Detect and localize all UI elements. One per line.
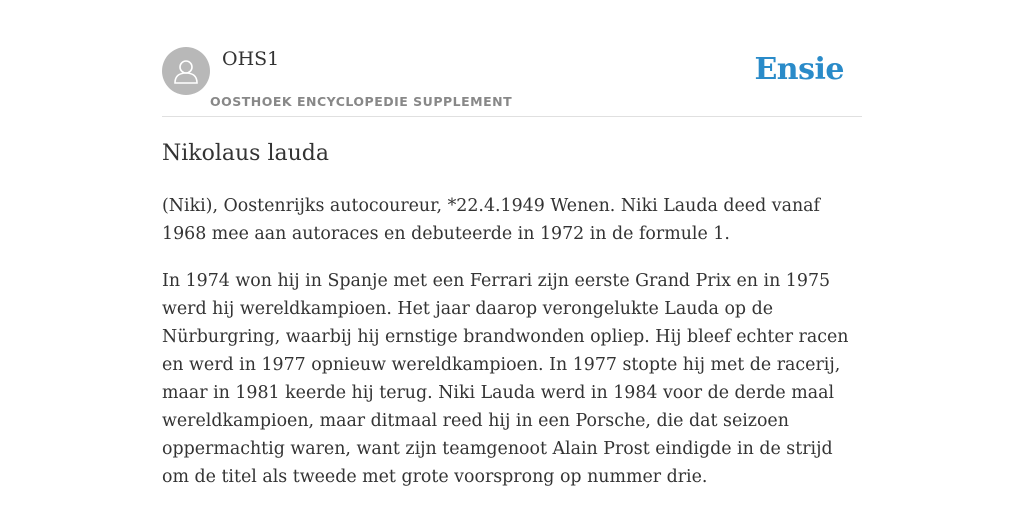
article-paragraph: (Niki), Oostenrijks autocoureur, *22.4.1949 Wenen. Niki Lauda deed vanaf 1968 mee aan autoraces en debuteerde in 1972 in de formule 1. bbox=[162, 196, 820, 244]
article-title: Nikolaus lauda bbox=[162, 141, 329, 166]
article-body bbox=[162, 192, 862, 510]
article-paragraph: In 1974 won hij in Spanje met een Ferrari zijn eerste Grand Prix en in 1975 werd hij wereldkampioen. Het jaar daarop verongelukte Lauda op de Nürburgring, waarbij hij ernstige brandwonden opliep. Hij bleef echter racen en werd in 1977 opnieuw wereldkampioen. In 1977 stopte hij met de racerij, maar in 1981 keerde hij terug. Niki Lauda werd in 1984 voor de derde maal wereldkampioen, maar ditmaal reed hij in een Porsche, die dat seizoen oppermachtig waren, want zijn teamgenoot Alain Prost eindigde in de strijd om de titel als tweede met grote voorsprong op nummer drie. bbox=[162, 271, 849, 487]
source-label[interactable]: OOSTHOEK ENCYCLOPEDIE SUPPLEMENT bbox=[210, 94, 513, 109]
author-avatar[interactable] bbox=[162, 47, 210, 95]
author-name[interactable]: OHS1 bbox=[222, 48, 280, 70]
brand-logo[interactable]: Ensie bbox=[754, 52, 844, 87]
user-icon bbox=[171, 56, 201, 86]
article-header bbox=[162, 40, 862, 117]
